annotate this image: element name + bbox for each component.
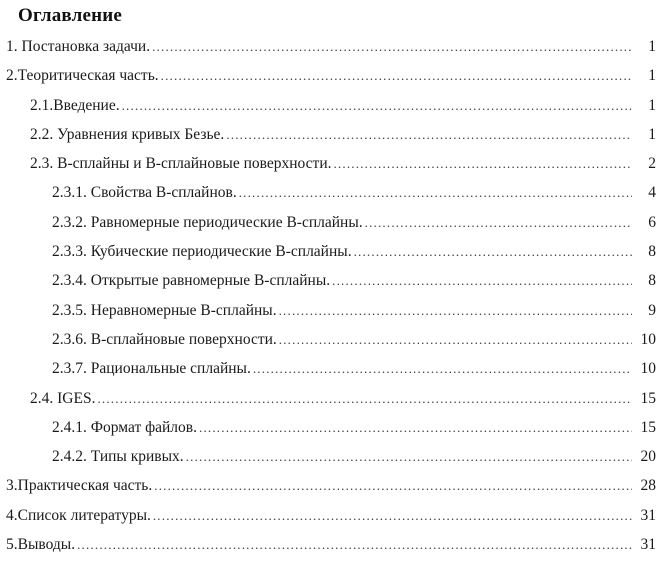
- toc-entry[interactable]: [0, 414, 666, 443]
- toc-page-number: 31: [640, 536, 656, 554]
- toc-entry-label: 2.3. В-сплайны и В-сплайновые поверхности.: [30, 155, 332, 173]
- toc-entry[interactable]: [0, 472, 666, 501]
- toc-page-number: 31: [640, 506, 656, 524]
- toc-page-number: 10: [640, 360, 656, 378]
- toc-entry-label: 2.3.6. В-сплайновые поверхности.: [52, 330, 277, 348]
- toc-page-number: 4: [648, 184, 656, 202]
- toc-entry[interactable]: [0, 209, 666, 238]
- toc-entry-label: 2.3.4. Открытые равномерные В-сплайны.: [52, 272, 331, 290]
- toc-entry-label: 2.2. Уравнения кривых Безье.: [30, 125, 225, 143]
- toc-page-number: 15: [640, 389, 656, 407]
- toc-entry[interactable]: [0, 121, 666, 150]
- toc-dot-leader: [161, 66, 632, 86]
- toc-entry[interactable]: [0, 326, 666, 355]
- toc-dot-leader: [354, 242, 632, 262]
- toc-page-number: 8: [648, 272, 656, 290]
- toc-entry-label: 5.Выводы.: [6, 536, 76, 554]
- toc-dot-leader: [97, 389, 632, 409]
- toc-entry[interactable]: [0, 238, 666, 267]
- toc-page-number: 9: [648, 301, 656, 319]
- toc-title: Оглавление: [18, 5, 123, 26]
- toc-entry[interactable]: [0, 502, 666, 531]
- toc-dot-leader: [279, 301, 632, 321]
- toc-dot-leader: [253, 359, 632, 379]
- toc-dot-leader: [154, 476, 632, 496]
- toc-entry-label: 2.3.7. Рациональные сплайны.: [52, 360, 251, 378]
- toc-entry-label: 2.4.2. Типы кривых.: [52, 448, 184, 466]
- toc-dot-leader: [226, 125, 632, 145]
- toc-entry[interactable]: [0, 443, 666, 472]
- toc-dot-leader: [186, 447, 632, 467]
- toc-page-number: 1: [648, 125, 656, 143]
- toc-dot-leader: [122, 96, 632, 116]
- toc-entry-label: 2.3.1. Свойства В-сплайнов.: [52, 184, 237, 202]
- toc-page-number: 20: [640, 448, 656, 466]
- toc-dot-leader: [77, 535, 632, 555]
- toc-entry-label: 2.1.Введение.: [30, 96, 120, 114]
- toc-page-number: 1: [648, 67, 656, 85]
- toc-dot-leader: [199, 418, 632, 438]
- toc-dot-leader: [279, 330, 632, 350]
- toc-dot-leader: [332, 271, 632, 291]
- toc-entry[interactable]: [0, 179, 666, 208]
- toc-page-number: 10: [640, 330, 656, 348]
- toc-dot-leader: [334, 154, 633, 174]
- toc-entry[interactable]: [0, 531, 666, 560]
- toc-entry[interactable]: [0, 150, 666, 179]
- toc-dot-leader: [239, 183, 632, 203]
- toc-entry-label: 2.Теоритическая часть.: [6, 67, 159, 85]
- toc-entry[interactable]: [0, 267, 666, 296]
- toc-entry[interactable]: [0, 297, 666, 326]
- toc-page-number: 28: [640, 477, 656, 495]
- toc-entry[interactable]: [0, 33, 666, 62]
- toc-dot-leader: [152, 37, 632, 57]
- toc-entry[interactable]: [0, 385, 666, 414]
- toc-page-number: 1: [648, 96, 656, 114]
- toc-dot-leader: [153, 506, 632, 526]
- table-of-contents: [0, 33, 666, 560]
- toc-entry-label: 1. Постановка задачи.: [6, 38, 151, 55]
- toc-page-number: 15: [640, 418, 656, 436]
- toc-page-number: 1: [648, 38, 656, 55]
- toc-entry-label: 2.4.1. Формат файлов.: [52, 418, 197, 436]
- toc-entry-label: 3.Практическая часть.: [6, 477, 153, 495]
- toc-page-number: 6: [648, 213, 656, 231]
- toc-entry-label: 2.3.5. Неравномерные В-сплайны.: [52, 301, 277, 319]
- toc-page-number: 2: [648, 155, 656, 173]
- toc-entry[interactable]: [0, 355, 666, 384]
- toc-entry[interactable]: [0, 62, 666, 91]
- toc-entry-label: 2.3.3. Кубические периодические В-сплайны.: [52, 243, 352, 261]
- toc-entry-label: 2.3.2. Равномерные периодические В-сплайны.: [52, 213, 363, 231]
- toc-entry-label: 4.Список литературы.: [6, 506, 151, 524]
- toc-entry[interactable]: [0, 92, 666, 121]
- toc-page-number: 8: [648, 243, 656, 261]
- toc-dot-leader: [365, 213, 632, 233]
- toc-entry-label: 2.4. IGES.: [30, 389, 96, 407]
